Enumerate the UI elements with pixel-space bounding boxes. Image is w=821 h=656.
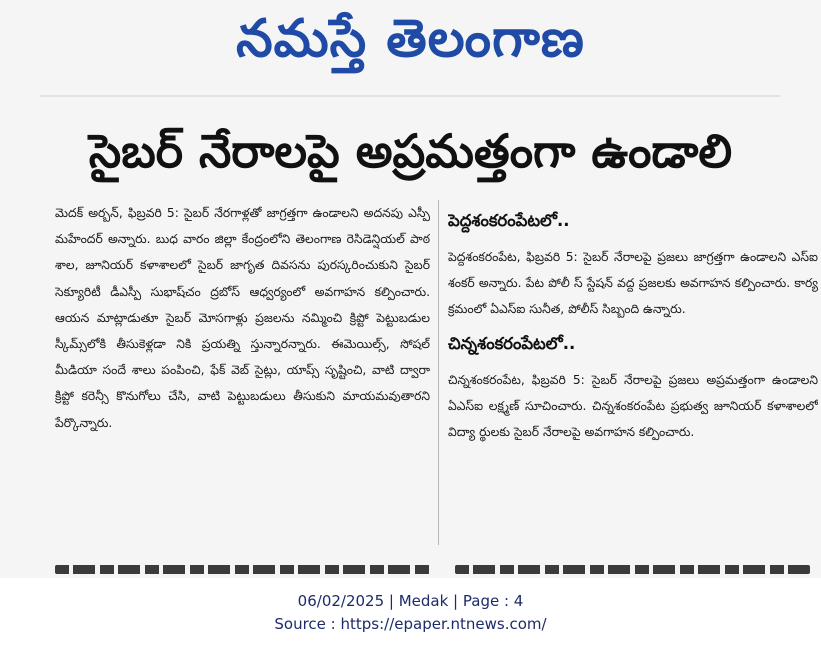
section-subhead: చిన్నశంకరంపేటలో.. — [448, 333, 576, 353]
article-section — [448, 206, 818, 323]
article-column-left — [55, 200, 430, 548]
section-paragraph: పెద్దశంకరంపేట, ఫిబ్రవరి 5: సైబర్ నేరాలపై ప్రజలు జాగ్రత్తగా ఉండాలని ఎస్ఐ శంకర్ అన్నారు. పేట పోలీ స్ స్టేషన్ వద్ద ప్రజలకు అవగాహన కల్పించారు. కార్య క్రమంలో ఏఎస్ఐ సునీత, పోలీస్ సిబ్బంది ఉన్నారు. — [448, 250, 818, 317]
section-paragraph: చిన్నశంకరంపేట, ఫిబ్రవరి 5: సైబర్ నేరాలపై ప్రజలు అప్రమత్తంగా ఉండాలని ఏఎస్ఐ లక్ష్మణ్ సూచించారు. చిన్నశంకరంపేట ప్రభుత్వ జూనియర్ కళాశాలలో విద్యా ర్థులకు సైబర్ నేరాలపై అవగాహన కల్పించారు. — [448, 372, 818, 440]
section-subhead: పెద్దశంకరంపేటలో.. — [448, 211, 570, 230]
column-divider — [438, 200, 439, 545]
article-column-right — [448, 200, 818, 548]
article-lead-paragraph: మెదక్ అర్బన్, ఫిబ్రవరి 5: సైబర్ నేరగాళ్లతో జాగ్రత్తగా ఉండాలని అదనపు ఎస్పీ మహేందర్ అన్నారు. బుధ వారం జిల్లా కేంద్రంలోని తెలంగాణ రెసిడెన్షియల్ పాఠ శాల, జూనియర్ కళాశాలలో సైబర్ జాగృత దివసను పురస్కరించుకుని సైబర్ సెక్యూరిటీ డీఎస్పీ సుభాష్‌చం ద్రబోస్ ఆధ్వర్యంలో అవగాహన కల్పించారు. ఆయన మాట్లాడుతూ సైబర్ మోసగాళ్లు ప్రజలను నమ్మించి క్రిప్టో పెట్టుబడుల స్కీమ్స్‌లోకి తీసుకెళ్లడా నికి ప్రయత్ని స్తున్నారన్నారు. ఈమెయిల్స్, సోషల్ మీడియా సందే శాలు పంపించి, ఫేక్ వెబ్ సైట్లు, యాప్స్ సృష్టించి, వాటి ద్వారా క్రిప్టో కరెన్సీ కొనుగోలు చేసి, వాటి పెట్టుబడులు తీసుకుని మాయమవుతారని పేర్కొన్నారు. — [55, 206, 430, 430]
source-footer — [0, 590, 821, 636]
masthead-divider — [40, 95, 780, 97]
cut-off-headline-right — [455, 562, 810, 574]
cut-off-headline-left — [55, 562, 430, 574]
article-section — [448, 329, 818, 446]
edition-info: 06/02/2025 | Medak | Page : 4 — [297, 592, 524, 610]
article-headline: సైబర్ నేరాలపై అప్రమత్తంగా ఉండాలి — [88, 124, 733, 178]
newspaper-masthead: నమస్తే తెలంగాణ — [236, 8, 585, 69]
source-link: Source : https://epaper.ntnews.com/ — [274, 615, 547, 633]
